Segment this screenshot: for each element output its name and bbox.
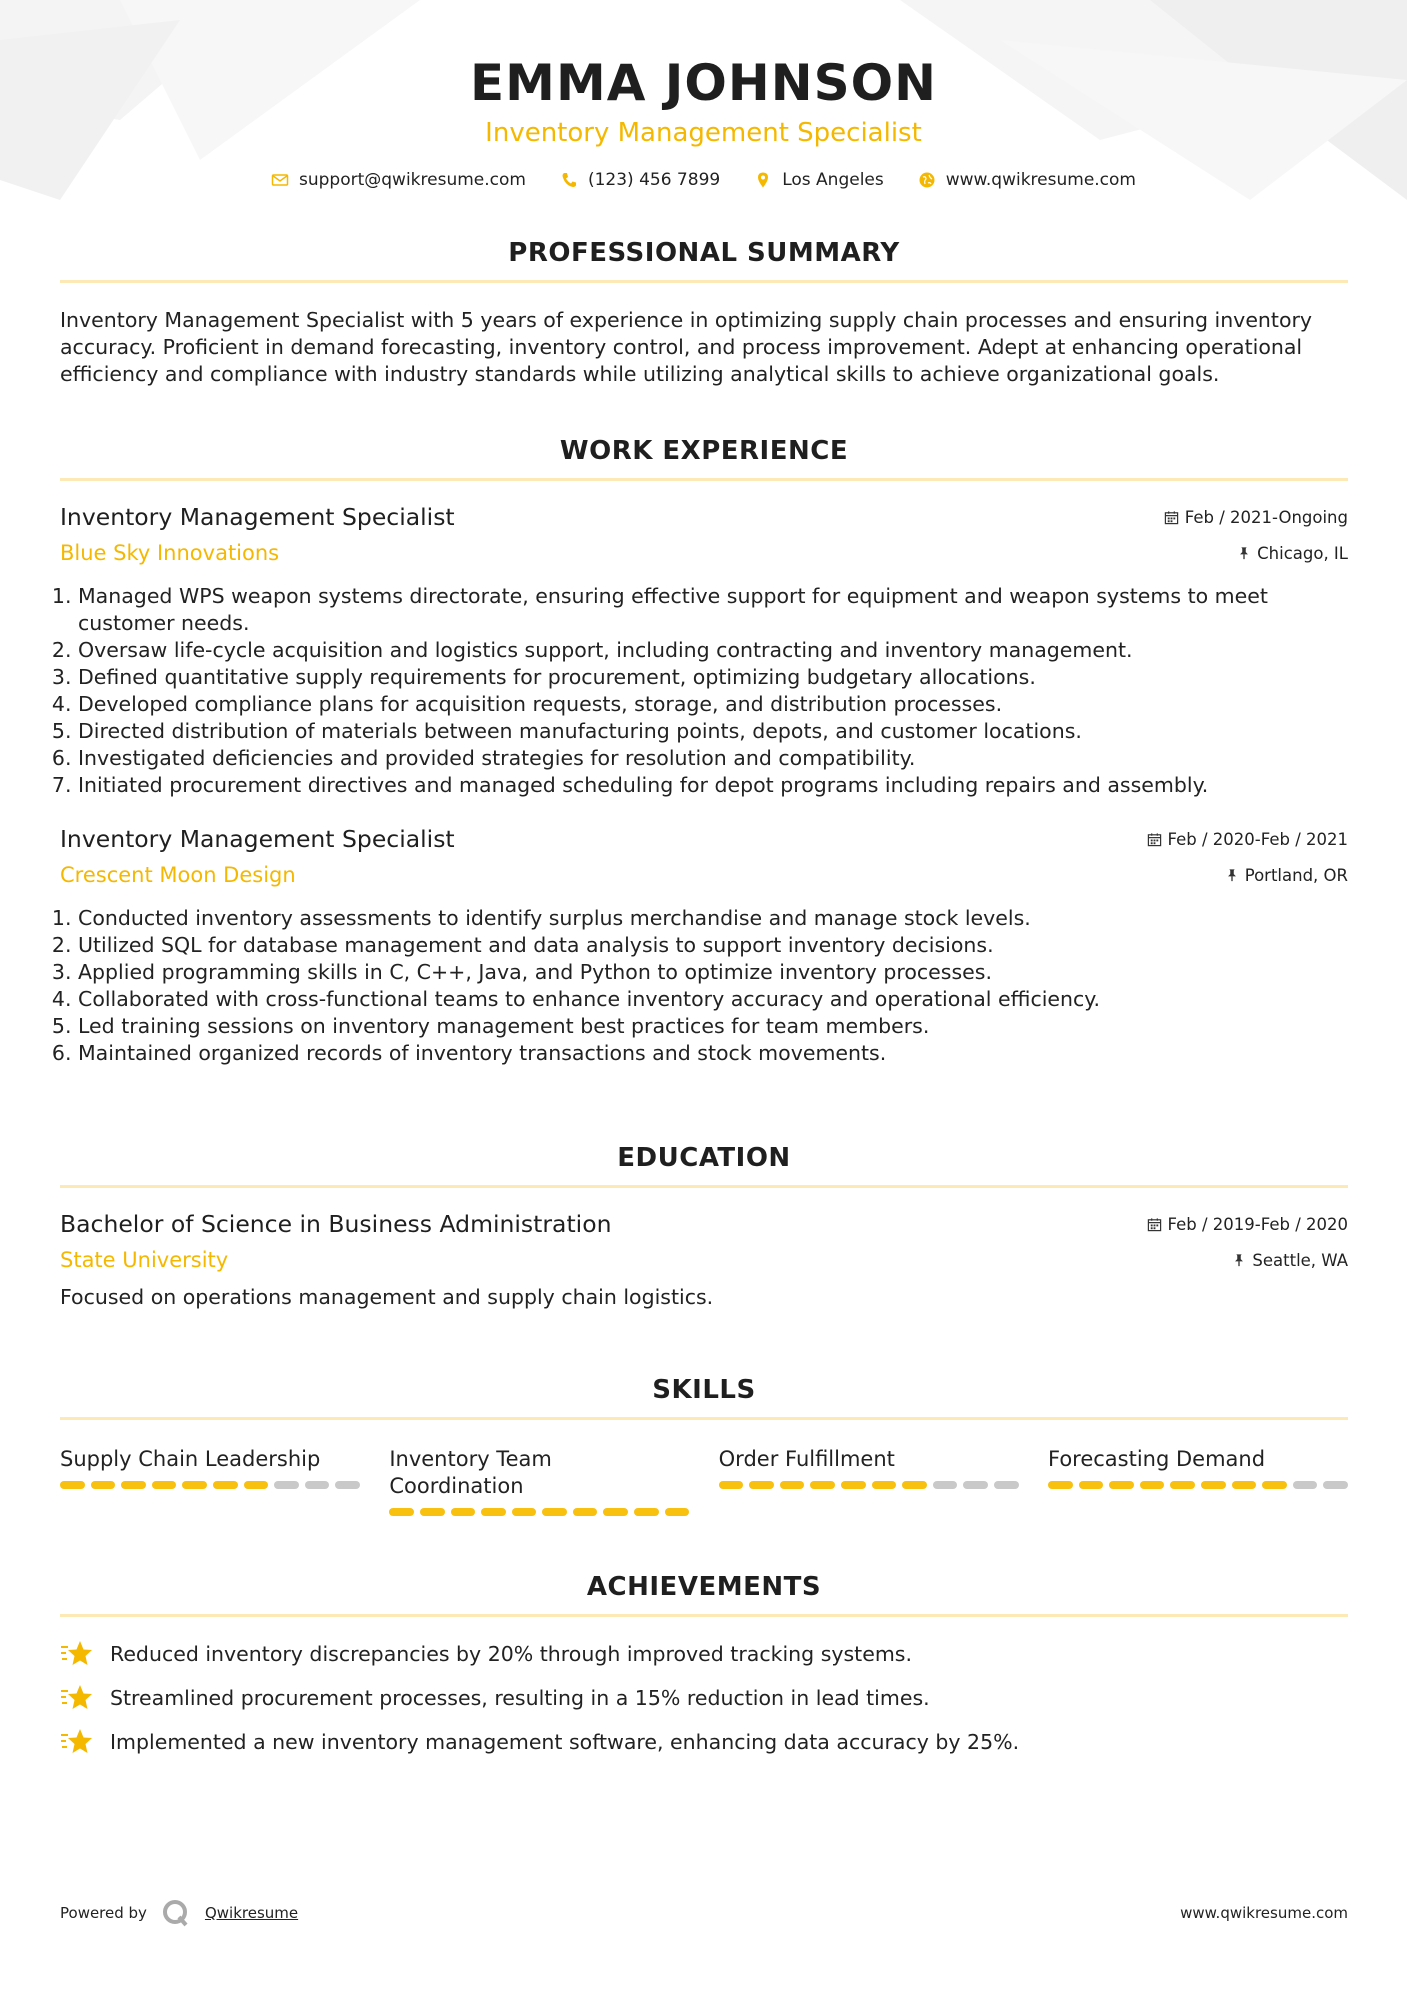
list-item <box>60 1727 1348 1757</box>
skill-rating-segment <box>182 1481 207 1489</box>
job-entry <box>60 503 1348 799</box>
skill-rating <box>1048 1481 1348 1489</box>
job-location-text: Portland, OR <box>1244 865 1348 885</box>
list-item: 4. Collaborated with cross-functional teams to enhance inventory accuracy and operational efficiency. <box>78 986 1348 1013</box>
list-item <box>60 1683 1348 1713</box>
list-item: 3. Defined quantitative supply requirements for procurement, optimizing budgetary allocations. <box>78 664 1348 691</box>
education-heading: EDUCATION <box>60 1143 1348 1188</box>
job-bullets <box>60 905 1348 1067</box>
job-location <box>1225 866 1348 885</box>
skill-rating-segment <box>841 1481 866 1489</box>
list-item: 1. Managed WPS weapon systems directorate, ensuring effective support for equipment and weapon systems to meet customer needs. <box>78 583 1348 637</box>
list-item: 6. Maintained organized records of inventory transactions and stock movements. <box>78 1040 1348 1067</box>
skill-rating-segment <box>1232 1481 1257 1489</box>
achievements-heading: ACHIEVEMENTS <box>60 1572 1348 1617</box>
envelope-icon <box>271 171 289 189</box>
candidate-title: Inventory Management Specialist <box>485 118 922 148</box>
skill-rating-segment <box>542 1508 567 1516</box>
skill-rating-segment <box>274 1481 299 1489</box>
list-item: 3. Applied programming skills in C, C++, Java, and Python to optimize inventory processes. <box>78 959 1348 986</box>
education-note: Focused on operations management and supply chain logistics. <box>60 1285 714 1309</box>
skill-rating-segment <box>719 1481 744 1489</box>
skill-rating-segment <box>213 1481 238 1489</box>
education-date-text: Feb / 2019-Feb / 2020 <box>1167 1215 1348 1234</box>
skill-rating-segment <box>121 1481 146 1489</box>
skill-rating-segment <box>780 1481 805 1489</box>
brand-link[interactable]: Qwikresume <box>204 1904 299 1922</box>
skill-item <box>60 1446 360 1516</box>
skill-rating-segment <box>1201 1481 1226 1489</box>
powered-by-label: Powered by <box>60 1904 147 1922</box>
skill-rating-segment <box>933 1481 958 1489</box>
list-item: 2. Utilized SQL for database management and data analysis to support inventory decisions. <box>78 932 1348 959</box>
pushpin-icon <box>1237 546 1251 560</box>
job-date-text: Feb / 2021-Ongoing <box>1184 508 1348 527</box>
skill-item <box>389 1446 689 1516</box>
list-item: 5. Directed distribution of materials between manufacturing points, depots, and customer locations. <box>78 718 1348 745</box>
skill-rating <box>60 1481 360 1489</box>
job-date <box>1164 508 1348 527</box>
list-item <box>60 1639 1348 1669</box>
skill-rating-segment <box>1140 1481 1165 1489</box>
school-name: State University <box>60 1248 229 1272</box>
skill-rating-segment <box>963 1481 988 1489</box>
company-name: Blue Sky Innovations <box>60 541 280 565</box>
calendar-icon <box>1147 832 1162 847</box>
skill-rating-segment <box>634 1508 659 1516</box>
pushpin-icon <box>1225 868 1239 882</box>
location-text: Los Angeles <box>782 170 884 190</box>
skill-rating-segment <box>1262 1481 1287 1489</box>
skill-rating <box>389 1508 689 1516</box>
pushpin-icon <box>1232 1253 1246 1267</box>
job-title: Inventory Management Specialist <box>60 503 455 531</box>
contact-location <box>754 170 884 190</box>
job-entry <box>60 825 1348 1067</box>
skill-rating-segment <box>1048 1481 1073 1489</box>
calendar-icon <box>1147 1217 1162 1232</box>
footer <box>60 1898 1348 1928</box>
education-location <box>1232 1251 1348 1270</box>
contact-bar <box>0 170 1407 190</box>
star-icon <box>60 1683 94 1713</box>
skill-rating-segment <box>244 1481 269 1489</box>
skill-rating-segment <box>60 1481 85 1489</box>
list-item: 2. Oversaw life-cycle acquisition and logistics support, including contracting and inventory management. <box>78 637 1348 664</box>
skill-rating-segment <box>1170 1481 1195 1489</box>
skill-rating-segment <box>603 1508 628 1516</box>
powered-by <box>60 1898 298 1928</box>
skill-rating-segment <box>91 1481 116 1489</box>
skill-label: Order Fulfillment <box>718 1447 895 1471</box>
summary-heading: PROFESSIONAL SUMMARY <box>60 238 1348 283</box>
list-item: 5. Led training sessions on inventory management best practices for team members. <box>78 1013 1348 1040</box>
phone-icon <box>560 171 578 189</box>
star-icon <box>60 1639 94 1669</box>
skill-rating-segment <box>749 1481 774 1489</box>
skill-rating-segment <box>1293 1481 1318 1489</box>
experience-heading: WORK EXPERIENCE <box>60 436 1348 481</box>
phone-text: (123) 456 7899 <box>587 170 721 190</box>
skill-rating-segment <box>1323 1481 1348 1489</box>
achievements-list <box>60 1639 1348 1757</box>
skills-row <box>60 1446 1348 1516</box>
skill-rating-segment <box>1079 1481 1104 1489</box>
skill-rating-segment <box>335 1481 360 1489</box>
skill-rating-segment <box>573 1508 598 1516</box>
qwikresume-logo-icon <box>161 1898 191 1928</box>
achievement-text: Implemented a new inventory management software, enhancing data accuracy by 25%. <box>110 1730 1020 1754</box>
job-location <box>1237 544 1348 563</box>
skill-rating-segment <box>389 1508 414 1516</box>
skill-rating-segment <box>902 1481 927 1489</box>
contact-email[interactable] <box>271 170 526 190</box>
skill-rating-segment <box>512 1508 537 1516</box>
footer-website[interactable]: www.qwikresume.com <box>1180 1904 1348 1922</box>
achievement-text: Streamlined procurement processes, resulting in a 15% reduction in lead times. <box>110 1686 930 1710</box>
star-icon <box>60 1727 94 1757</box>
skill-rating-segment <box>665 1508 690 1516</box>
skill-rating-segment <box>1109 1481 1134 1489</box>
job-location-text: Chicago, IL <box>1257 543 1348 563</box>
skill-rating-segment <box>451 1508 476 1516</box>
job-date <box>1147 830 1348 849</box>
education-section <box>60 1143 1348 1311</box>
skill-label: Supply Chain Leadership <box>60 1447 321 1471</box>
list-item: 4. Developed compliance plans for acquisition requests, storage, and distribution processes. <box>78 691 1348 718</box>
calendar-icon <box>1164 510 1179 525</box>
skill-rating-segment <box>305 1481 330 1489</box>
job-bullets <box>60 583 1348 799</box>
achievements-section <box>60 1572 1348 1757</box>
skill-rating-segment <box>152 1481 177 1489</box>
achievement-text: Reduced inventory discrepancies by 20% through improved tracking systems. <box>110 1642 913 1666</box>
contact-website[interactable] <box>918 170 1136 190</box>
summary-text: Inventory Management Specialist with 5 years of experience in optimizing supply chain processes and ensuring inventory accuracy. Proficient in demand forecasting, inventory control, and process improvement. Adept at enhancing operational efficiency and compliance with industry standards while utilizing analytical skills to achieve organizational goals. <box>60 308 1313 386</box>
resume-header <box>0 54 1407 190</box>
degree-title: Bachelor of Science in Business Administration <box>60 1210 612 1238</box>
map-pin-icon <box>754 171 772 189</box>
job-date-text: Feb / 2020-Feb / 2021 <box>1167 830 1348 849</box>
skill-item <box>719 1446 1019 1516</box>
contact-phone[interactable] <box>560 170 720 190</box>
job-title: Inventory Management Specialist <box>60 825 455 853</box>
summary-section <box>60 238 1348 388</box>
list-item: 6. Investigated deficiencies and provided strategies for resolution and compatibility. <box>78 745 1348 772</box>
company-name: Crescent Moon Design <box>60 863 296 887</box>
skill-rating-segment <box>420 1508 445 1516</box>
skill-rating-segment <box>994 1481 1019 1489</box>
skill-item <box>1048 1446 1348 1516</box>
experience-section <box>60 436 1348 1067</box>
skill-rating-segment <box>872 1481 897 1489</box>
skill-rating-segment <box>481 1508 506 1516</box>
education-location-text: Seattle, WA <box>1252 1250 1348 1270</box>
website-text: www.qwikresume.com <box>945 170 1136 190</box>
skill-rating-segment <box>810 1481 835 1489</box>
list-item: 1. Conducted inventory assessments to identify surplus merchandise and manage stock levels. <box>78 905 1348 932</box>
list-item: 7. Initiated procurement directives and managed scheduling for depot programs including repairs and assembly. <box>78 772 1348 799</box>
skills-heading: SKILLS <box>60 1375 1348 1420</box>
globe-icon <box>918 171 936 189</box>
skill-label: Forecasting Demand <box>1047 1447 1266 1471</box>
skill-rating <box>719 1481 1019 1489</box>
skill-label: Inventory Team Coordination <box>389 1447 552 1498</box>
education-entry <box>60 1210 1348 1311</box>
skills-section <box>60 1375 1348 1516</box>
email-text: support@qwikresume.com <box>299 170 526 190</box>
education-date <box>1147 1215 1348 1234</box>
candidate-name: EMMA JOHNSON <box>470 54 937 112</box>
